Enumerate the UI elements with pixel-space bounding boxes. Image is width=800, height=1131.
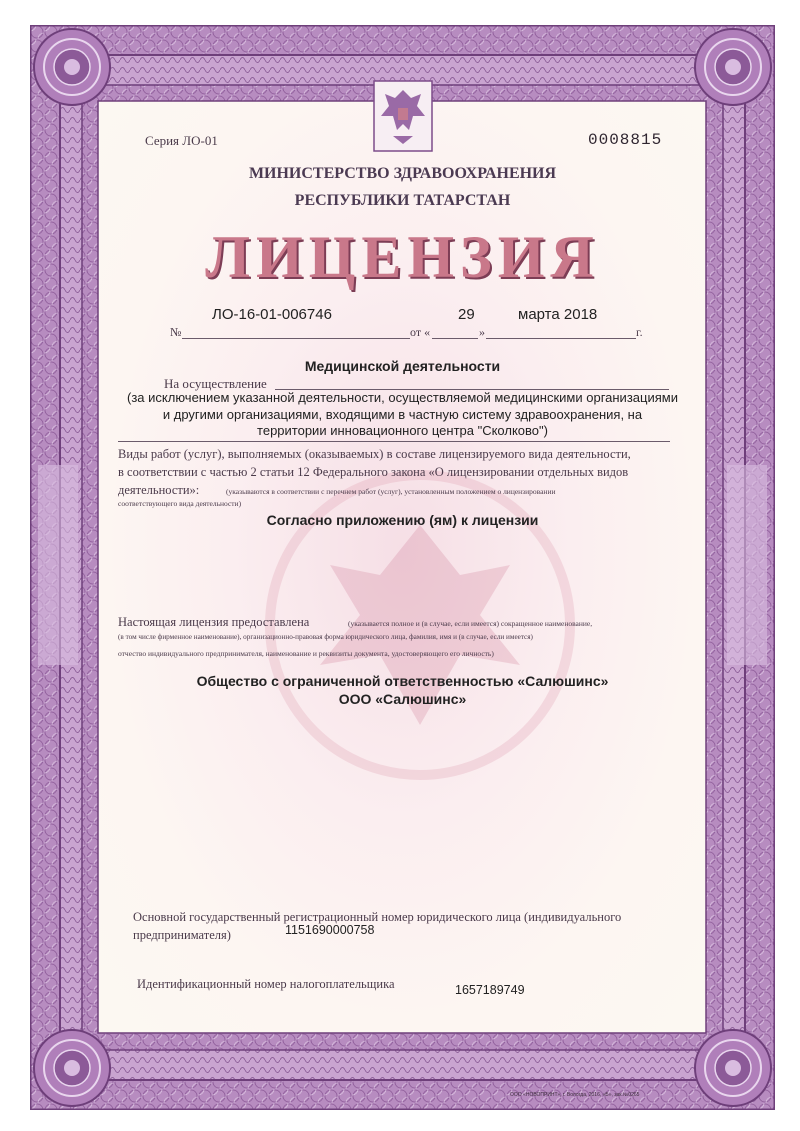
activity-details-2: и другими организациями, входящими в частную систему здравоохранения, на xyxy=(162,407,643,422)
activity-details-1: (за исключением указанной деятельности, осуществляемой медицинскими организациями xyxy=(127,390,678,405)
day-underline xyxy=(432,338,478,339)
inn-label: Идентификационный номер налогоплательщика xyxy=(137,977,395,991)
series-label: Серия ЛО-01 xyxy=(145,133,218,148)
holder-name-short: ООО «Салюшинс» xyxy=(338,691,467,707)
activity-details-3: территории инновационного центра "Сколково") xyxy=(257,423,548,438)
corner-rosette-top-left xyxy=(30,25,114,109)
document-title: ЛИЦЕНЗИЯ xyxy=(205,224,600,290)
license-day: 29 xyxy=(458,306,475,323)
activity-bottom-line xyxy=(118,441,670,442)
inn-value: 1657189749 xyxy=(455,983,525,997)
coat-of-arms-icon xyxy=(373,80,433,152)
ogrn-label-2: предпринимателя) xyxy=(133,928,231,942)
ministry-line-1: МИНИСТЕРСТВО ЗДРАВООХРАНЕНИЯ xyxy=(248,165,557,182)
holder-line-1-small: (указывается полное и (в случае, если имеется) сокращенное наименование, xyxy=(348,619,593,628)
license-number: ЛО-16-01-006746 xyxy=(212,306,332,323)
license-document xyxy=(30,25,775,1110)
license-month-year: марта 2018 xyxy=(518,306,598,323)
ministry-line-2: РЕСПУБЛИКИ ТАТАРСТАН xyxy=(294,192,511,209)
corner-rosette-bottom-right xyxy=(691,1026,775,1110)
ogrn-label-1: Основной государственный регистрационный номер юридического лица (индивидуального xyxy=(133,910,622,924)
works-line-3-small: (указываются в соответствии с перечнем работ (услуг), установленным положением о лицензировании xyxy=(226,487,556,496)
number-symbol: № xyxy=(170,325,182,339)
holder-line-2-small: (в том числе фирменное наименование), организационно-правовая форма юридического лица, фамилия, имя и (в случае, если имеется) xyxy=(118,633,533,641)
works-line-1: Виды работ (услуг), выполняемых (оказываемых) в составе лицензируемого вида деятельности, xyxy=(118,447,631,461)
serial-number: 0008815 xyxy=(588,131,663,149)
holder-line-1: Настоящая лицензия предоставлена xyxy=(118,615,310,629)
holder-name-full: Общество с ограниченной ответственностью «Салюшинс» xyxy=(196,673,609,689)
works-line-4-small: соответствующего вида деятельности) xyxy=(118,499,242,508)
from-close: » xyxy=(479,325,485,339)
printer-imprint: ООО «НОВОПРИНТ», г. Вологда, 2016, «Б», зак.№0265 xyxy=(510,1092,640,1098)
activity-name: Медицинской деятельности xyxy=(304,358,501,374)
ogrn-value: 1151690000758 xyxy=(285,923,375,937)
activity-label: На осуществление xyxy=(164,376,267,391)
month-underline xyxy=(486,338,636,339)
number-underline xyxy=(182,338,410,339)
corner-rosette-top-right xyxy=(691,25,775,109)
holder-line-3-small: отчество индивидуального предпринимателя, наименование и реквизиты документа, удостоверяющего его личность) xyxy=(118,649,494,658)
from-label: от « xyxy=(410,325,431,339)
corner-rosette-bottom-left xyxy=(30,1026,114,1110)
works-line-3-bold: деятельности»: xyxy=(118,483,200,497)
works-line-2: в соответствии с частью 2 статьи 12 Федерального закона «О лицензировании отдельных видов xyxy=(118,465,629,479)
year-suffix: г. xyxy=(636,325,643,339)
works-value: Согласно приложению (ям) к лицензии xyxy=(266,512,539,528)
